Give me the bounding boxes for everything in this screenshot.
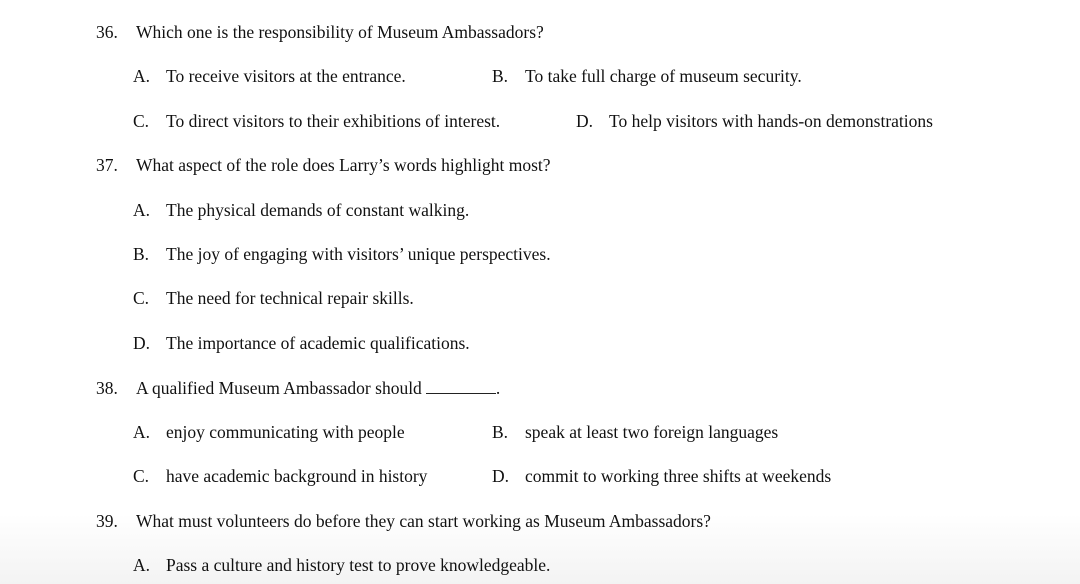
option-37-a — [133, 200, 469, 220]
option-letter: A. — [133, 200, 151, 220]
question-36 — [96, 22, 544, 42]
option-letter: B. — [492, 66, 509, 86]
option-text: Pass a culture and history test to prove knowledgeable. — [166, 555, 551, 575]
question-text: What aspect of the role does Larry’s words highlight most? — [136, 155, 551, 175]
option-38-d — [492, 466, 831, 486]
option-text: The importance of academic qualifications. — [166, 333, 470, 353]
question-text: A qualified Museum Ambassador should — [136, 378, 422, 398]
option-text: The physical demands of constant walking. — [166, 200, 470, 220]
question-trailing-period: . — [495, 378, 501, 398]
option-text: To receive visitors at the entrance. — [166, 66, 406, 86]
option-letter: A. — [133, 555, 151, 575]
option-text: To direct visitors to their exhibitions of interest. — [166, 111, 501, 131]
question-38 — [96, 378, 500, 398]
question-37 — [96, 155, 551, 175]
option-text: have academic background in history — [166, 466, 428, 486]
option-37-b — [133, 244, 551, 264]
option-letter: A. — [133, 66, 151, 86]
answer-blank — [426, 379, 496, 394]
option-text: The need for technical repair skills. — [166, 288, 414, 308]
question-number: 39. — [96, 511, 118, 531]
question-number: 36. — [96, 22, 118, 42]
question-number: 38. — [96, 378, 118, 398]
option-letter: C. — [133, 111, 150, 131]
option-36-b — [492, 66, 802, 86]
option-38-a — [133, 422, 405, 442]
option-text: commit to working three shifts at weekends — [525, 466, 832, 486]
option-letter: D. — [492, 466, 510, 486]
option-letter: C. — [133, 288, 150, 308]
option-letter: B. — [133, 244, 150, 264]
option-36-a — [133, 66, 406, 86]
question-text: What must volunteers do before they can start working as Museum Ambassadors? — [136, 511, 711, 531]
option-text: speak at least two foreign languages — [525, 422, 779, 442]
option-letter: D. — [133, 333, 151, 353]
option-text: To help visitors with hands-on demonstrations — [609, 111, 933, 131]
option-letter: D. — [576, 111, 594, 131]
question-39 — [96, 511, 711, 531]
option-37-c — [133, 288, 414, 308]
option-37-d — [133, 333, 470, 353]
option-36-c — [133, 111, 500, 131]
option-text: To take full charge of museum security. — [525, 66, 802, 86]
option-38-b — [492, 422, 778, 442]
option-36-d — [576, 111, 933, 131]
option-text: The joy of engaging with visitors’ unique perspectives. — [166, 244, 551, 264]
option-39-a — [133, 555, 550, 575]
option-letter: B. — [492, 422, 509, 442]
question-text: Which one is the responsibility of Museum Ambassadors? — [136, 22, 544, 42]
option-text: enjoy communicating with people — [166, 422, 405, 442]
question-number: 37. — [96, 155, 118, 175]
option-letter: A. — [133, 422, 151, 442]
option-letter: C. — [133, 466, 150, 486]
option-38-c — [133, 466, 427, 486]
